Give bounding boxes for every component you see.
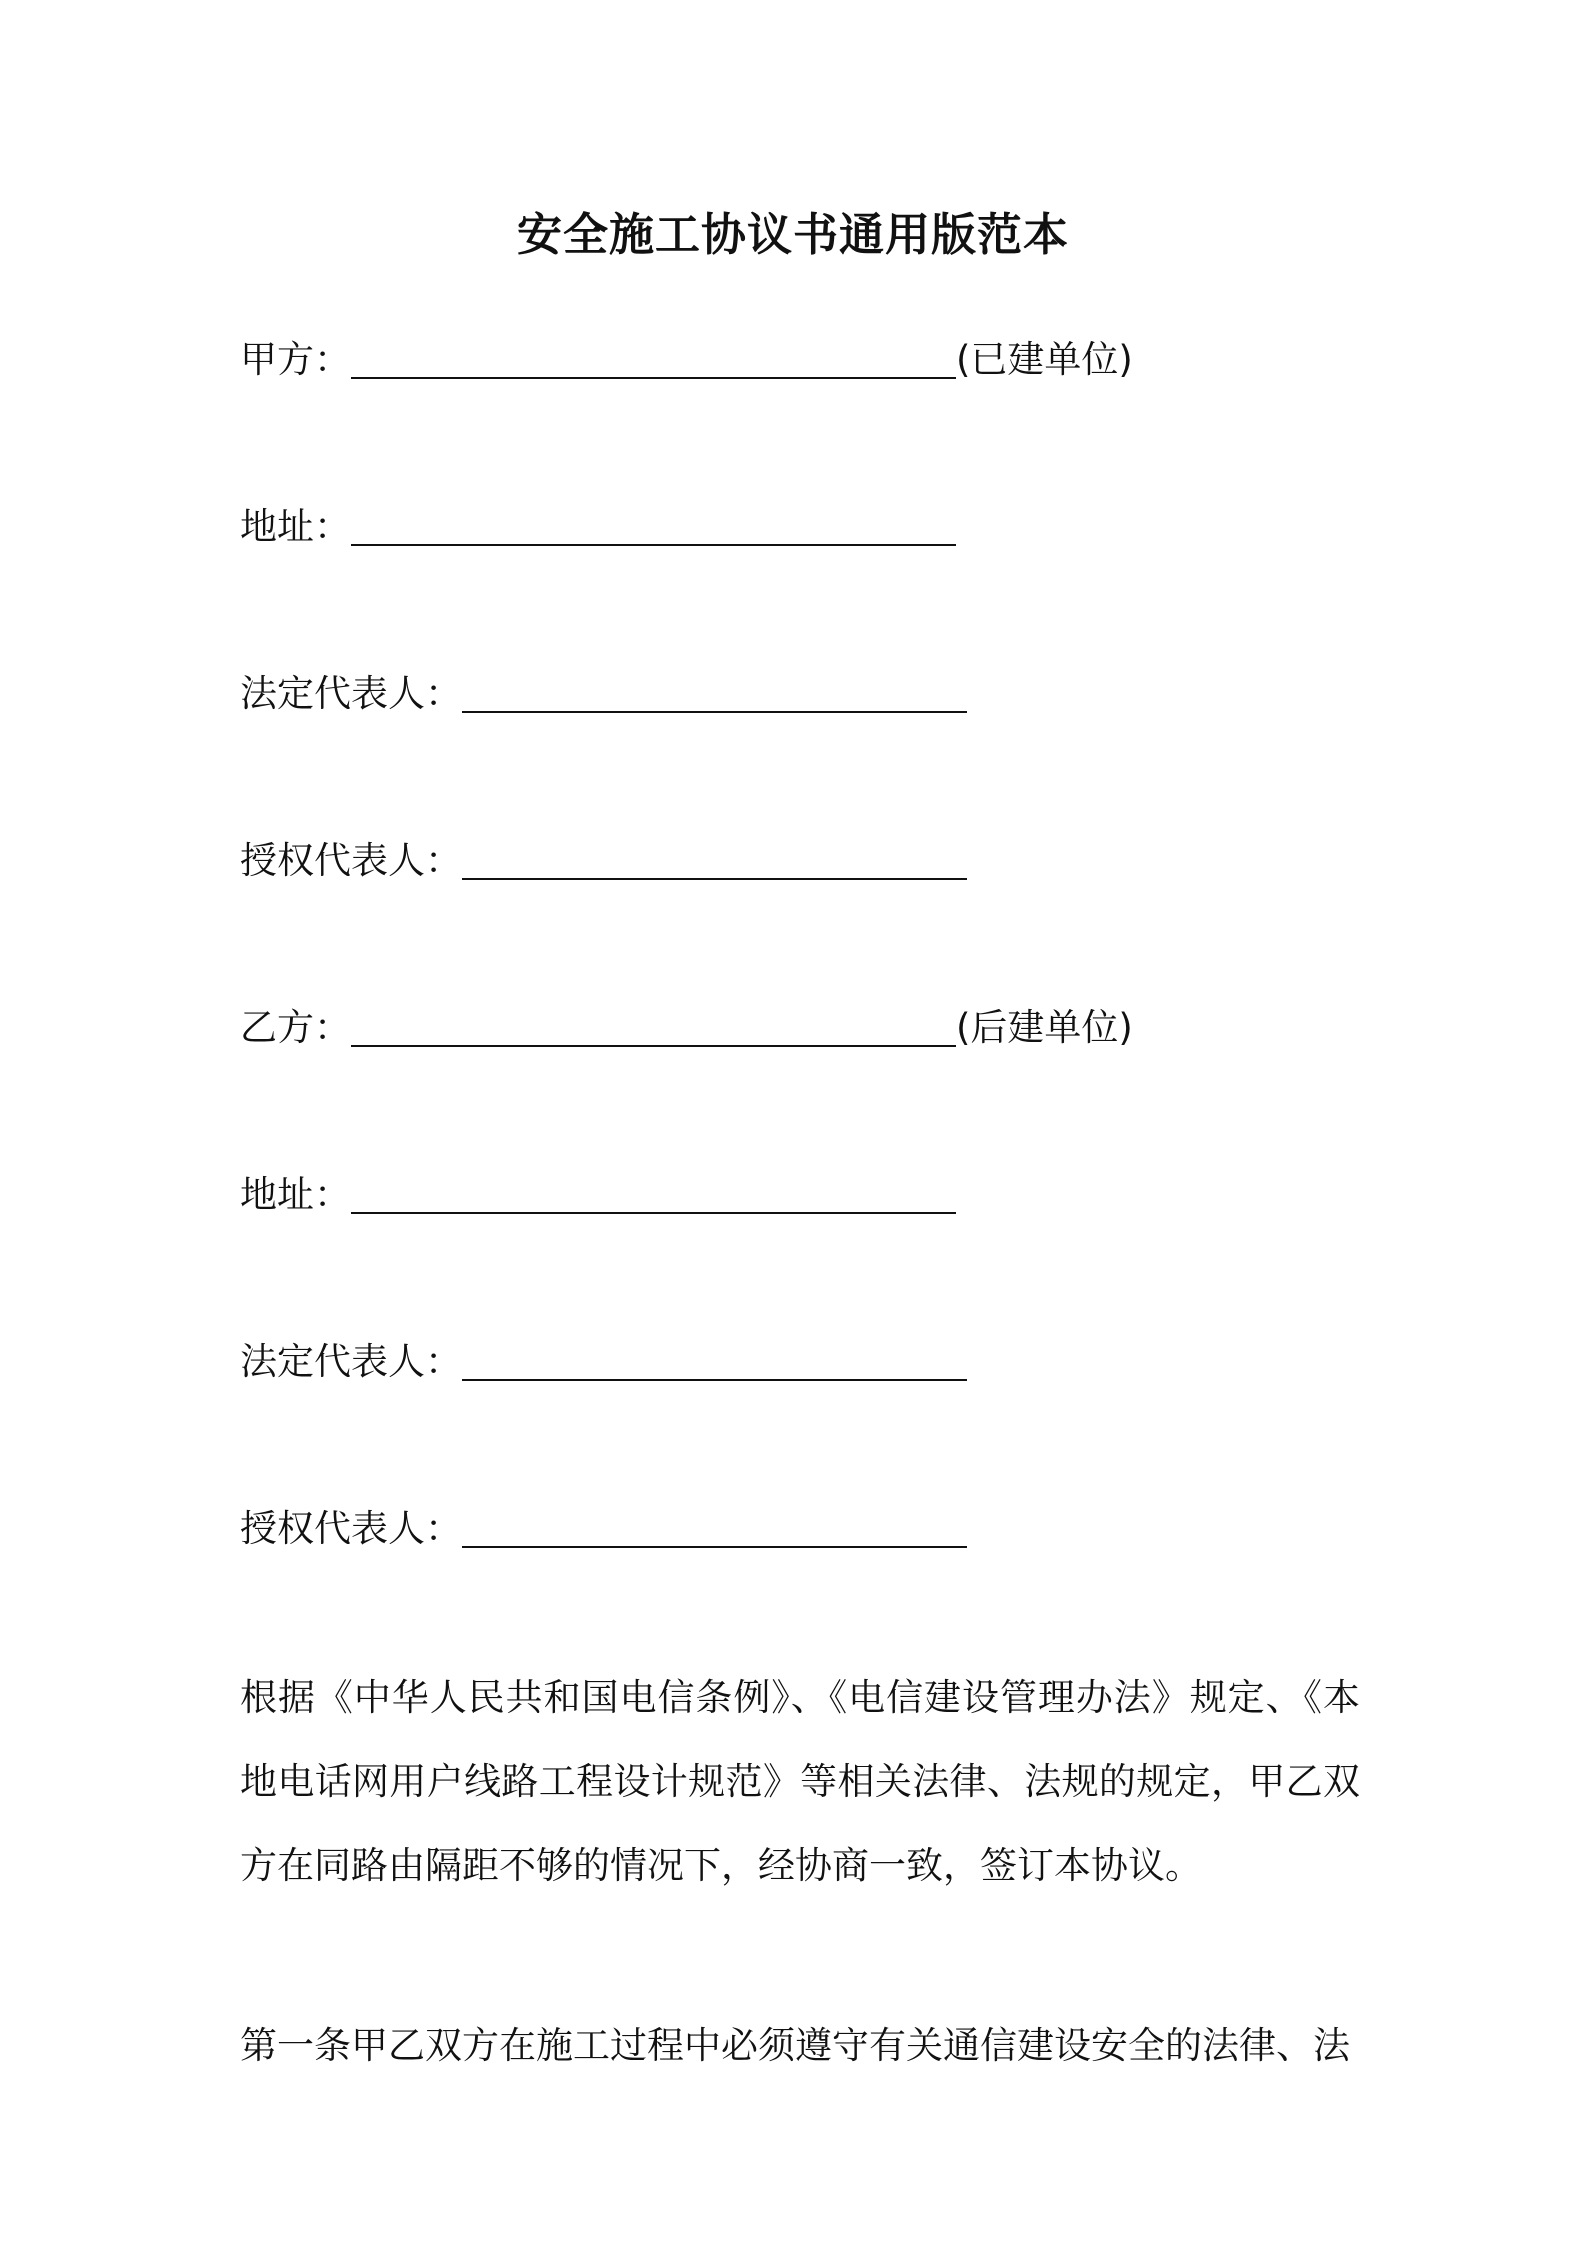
party-a-address-label: 地址： <box>240 505 351 548</box>
article-1-paragraph: 第一条甲乙双方在施工过程中必须遵守有关通信建设安全的法律、法 <box>240 2024 1350 2067</box>
party-b-name-label: 乙方： <box>240 1006 351 1049</box>
intro-paragraph: 根据《中华人民共和国电信条例》、《电信建设管理办法》规定、《本地电话网用户线路工程设计规范》等相关法律、法规的规定，甲乙双方在同路由隔距不够的情况下，经协商一致，签订本协议。 <box>240 1676 1360 1887</box>
party-b-name-field <box>240 1003 1133 1053</box>
party-b-address-blank[interactable] <box>351 1172 956 1214</box>
party-a-legal-rep-blank[interactable] <box>462 671 967 713</box>
party-b-authorized-rep-field <box>240 1504 967 1554</box>
party-b-authorized-rep-label: 授权代表人： <box>240 1507 462 1550</box>
party-b-legal-rep-label: 法定代表人： <box>240 1340 462 1383</box>
party-a-legal-rep-field <box>240 669 967 719</box>
document-title: 安全施工协议书通用版范本 <box>516 208 1069 261</box>
party-a-address-field <box>240 502 956 552</box>
party-b-legal-rep-blank[interactable] <box>462 1339 967 1381</box>
party-a-name-label: 甲方： <box>240 338 351 381</box>
party-b-legal-rep-field <box>240 1337 967 1387</box>
party-a-name-field <box>240 335 1133 385</box>
party-b-authorized-rep-blank[interactable] <box>462 1506 967 1548</box>
party-a-name-blank[interactable] <box>351 337 956 379</box>
party-b-address-label: 地址： <box>240 1173 351 1216</box>
party-a-authorized-rep-blank[interactable] <box>462 838 967 880</box>
party-a-name-suffix: (已建单位) <box>956 338 1133 381</box>
party-a-authorized-rep-label: 授权代表人： <box>240 839 462 882</box>
party-b-address-field <box>240 1170 956 1220</box>
party-b-name-suffix: (后建单位) <box>956 1006 1133 1049</box>
party-a-authorized-rep-field <box>240 836 967 886</box>
party-a-legal-rep-label: 法定代表人： <box>240 672 462 715</box>
party-b-name-blank[interactable] <box>351 1005 956 1047</box>
party-a-address-blank[interactable] <box>351 504 956 546</box>
